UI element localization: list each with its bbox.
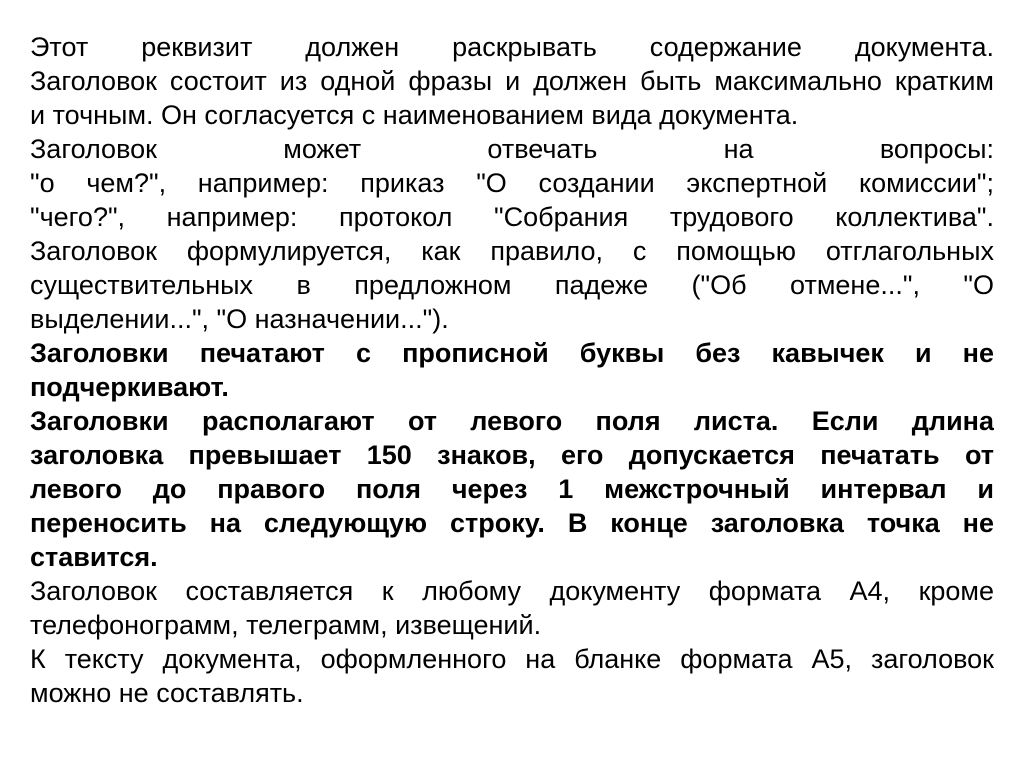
text-line: телефонограмм, телеграмм, извещений. — [30, 610, 542, 640]
document-text — [30, 30, 994, 710]
text-line: "о чем?", например: приказ "О создании экспертной комиссии"; — [30, 168, 994, 198]
text-line: Заголовок состоит из одной фразы и должен быть максимально кратким — [30, 66, 994, 96]
text-line: переносить на следующую строку. В конце заголовка точка не — [30, 508, 994, 538]
text-line: и точным. Он согласуется с наименованием вида документа. — [30, 100, 799, 130]
text-line: существительных в предложном падеже ("Об отмене...", "О — [30, 270, 994, 300]
text-line: Заголовок составляется к любому документу формата А4, кроме — [30, 576, 994, 606]
text-line: подчеркивают. — [30, 372, 229, 402]
text-line: левого до правого поля через 1 межстрочный интервал и — [30, 474, 994, 504]
text-line: Этот реквизит должен раскрывать содержание документа. — [30, 32, 994, 62]
text-line: Заголовок формулируется, как правило, с помощью отглагольных — [30, 236, 994, 266]
text-line: заголовка превышает 150 знаков, его допускается печатать от — [30, 440, 994, 470]
text-line: К тексту документа, оформленного на бланке формата А5, заголовок — [30, 644, 994, 674]
text-line: Заголовок может отвечать на вопросы: — [30, 134, 994, 164]
text-line: ставится. — [30, 542, 158, 572]
text-line: Заголовки печатают с прописной буквы без кавычек и не — [30, 338, 994, 368]
text-line: Заголовки располагают от левого поля листа. Если длина — [30, 406, 994, 436]
text-line: "чего?", например: протокол "Собрания трудового коллектива". — [30, 202, 994, 232]
text-line: можно не составлять. — [30, 678, 304, 708]
text-line: выделении...", "О назначении..."). — [30, 304, 449, 334]
